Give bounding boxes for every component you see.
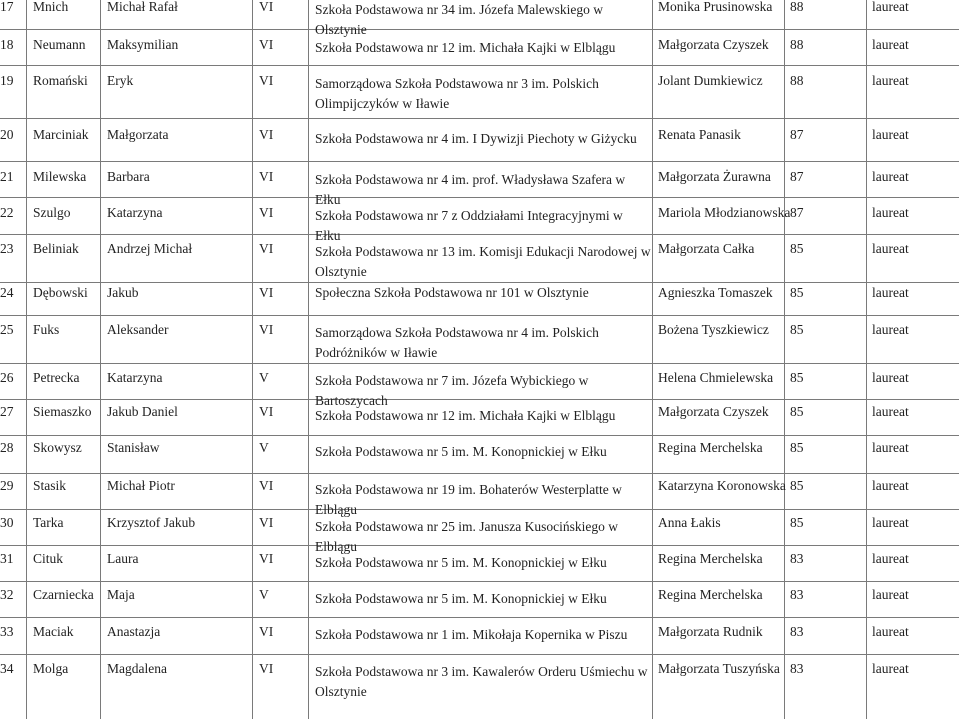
class-level: VI (259, 0, 274, 14)
points: 85 (790, 370, 804, 385)
row-number: 25 (0, 322, 14, 337)
school-name: Szkoła Podstawowa nr 7 im. Józefa Wybickiego w Bartoszycach (315, 373, 589, 408)
school-name: Szkoła Podstawowa nr 19 im. Bohaterów Westerplatte w Elblągu (315, 482, 622, 517)
school-name: Samorządowa Szkoła Podstawowa nr 4 im. Polskich Podróżników w Iławie (315, 325, 599, 360)
last-name: Skowysz (33, 440, 82, 455)
last-name: Marciniak (33, 127, 89, 142)
points: 87 (790, 169, 804, 184)
school-name: Szkoła Podstawowa nr 5 im. M. Konopnickiej w Ełku (315, 591, 607, 606)
class-level: V (259, 587, 269, 602)
points: 88 (790, 73, 804, 88)
result: laureat (872, 478, 909, 493)
class-level: VI (259, 37, 274, 52)
school-name: Szkoła Podstawowa nr 3 im. Kawalerów Orderu Uśmiechu w Olsztynie (315, 664, 648, 699)
school-name: Samorządowa Szkoła Podstawowa nr 3 im. Polskich Olimpijczyków w Iławie (315, 76, 599, 111)
class-level: V (259, 370, 269, 385)
table-row (0, 510, 959, 554)
last-name: Molga (33, 661, 69, 676)
row-number: 20 (0, 127, 14, 142)
table-row (0, 198, 959, 243)
class-level: VI (259, 127, 274, 142)
row-number: 26 (0, 370, 14, 385)
result: laureat (872, 322, 909, 337)
table-row (0, 30, 959, 66)
school-name: Szkoła Podstawowa nr 12 im. Michała Kajki w Elblągu (315, 40, 616, 55)
table-row (0, 582, 959, 618)
table-row (0, 618, 959, 655)
points: 88 (790, 0, 804, 14)
first-name: Magdalena (107, 661, 167, 676)
row-number: 19 (0, 73, 14, 88)
school-name: Szkoła Podstawowa nr 1 im. Mikołaja Kopernika w Piszu (315, 627, 628, 642)
result: laureat (872, 0, 909, 14)
table-row (0, 283, 959, 316)
teacher-name: Małgorzata Całka (658, 241, 755, 256)
teacher-name: Regina Merchelska (658, 587, 763, 602)
result: laureat (872, 370, 909, 385)
result: laureat (872, 404, 909, 419)
teacher-name: Regina Merchelska (658, 551, 763, 566)
teacher-name: Monika Prusinowska (658, 0, 773, 14)
first-name: Andrzej Michał (107, 241, 193, 256)
first-name: Krzysztof Jakub (107, 515, 196, 530)
row-number: 24 (0, 285, 14, 300)
table-row (0, 474, 959, 517)
first-name: Katarzyna (107, 205, 163, 220)
last-name: Cituk (33, 551, 64, 566)
last-name: Petrecka (33, 370, 80, 385)
class-level: VI (259, 241, 274, 256)
class-level: VI (259, 661, 274, 676)
class-level: VI (259, 322, 274, 337)
teacher-name: Małgorzata Rudnik (658, 624, 763, 639)
result: laureat (872, 551, 909, 566)
class-level: V (259, 440, 269, 455)
table-row (0, 364, 959, 408)
last-name: Czarniecka (33, 587, 94, 602)
row-number: 18 (0, 37, 14, 52)
last-name: Maciak (33, 624, 74, 639)
school-name: Szkoła Podstawowa nr 34 im. Józefa Malewskiego w Olsztynie (315, 2, 603, 37)
last-name: Siemaszko (33, 404, 92, 419)
table-row (0, 235, 959, 283)
class-level: VI (259, 73, 274, 88)
result: laureat (872, 37, 909, 52)
school-name: Społeczna Szkoła Podstawowa nr 101 w Olsztynie (315, 285, 589, 300)
school-name: Szkoła Podstawowa nr 7 z Oddziałami Integracyjnymi w Ełku (315, 208, 623, 243)
table-row (0, 400, 959, 436)
row-number: 17 (0, 0, 14, 14)
school-name: Szkoła Podstawowa nr 4 im. I Dywizji Piechoty w Giżycku (315, 131, 637, 146)
points: 83 (790, 624, 804, 639)
first-name: Anastazja (107, 624, 161, 639)
last-name: Beliniak (33, 241, 79, 256)
table-row (0, 316, 959, 364)
result: laureat (872, 285, 909, 300)
class-level: VI (259, 515, 274, 530)
points: 85 (790, 440, 804, 455)
row-number: 30 (0, 515, 14, 530)
points: 85 (790, 404, 804, 419)
first-name: Jakub Daniel (107, 404, 178, 419)
points: 88 (790, 37, 804, 52)
points: 85 (790, 241, 804, 256)
last-name: Szulgo (33, 205, 71, 220)
class-level: VI (259, 551, 274, 566)
row-number: 23 (0, 241, 14, 256)
points: 85 (790, 285, 804, 300)
table-row (0, 546, 959, 582)
teacher-name: Małgorzata Czyszek (658, 404, 769, 419)
school-name: Szkoła Podstawowa nr 12 im. Michała Kajki w Elblągu (315, 408, 616, 423)
school-name: Szkoła Podstawowa nr 5 im. M. Konopnickiej w Ełku (315, 444, 607, 459)
teacher-name: Agnieszka Tomaszek (658, 285, 773, 300)
result: laureat (872, 205, 909, 220)
points: 85 (790, 322, 804, 337)
teacher-name: Małgorzata Tuszyńska (658, 661, 780, 676)
points: 83 (790, 661, 804, 676)
first-name: Jakub (107, 285, 139, 300)
last-name: Dębowski (33, 285, 88, 300)
row-number: 34 (0, 661, 14, 676)
result: laureat (872, 440, 909, 455)
last-name: Milewska (33, 169, 87, 184)
class-level: VI (259, 478, 274, 493)
row-number: 29 (0, 478, 14, 493)
table-row (0, 119, 959, 162)
points: 85 (790, 515, 804, 530)
result: laureat (872, 73, 909, 88)
points: 87 (790, 127, 804, 142)
class-level: VI (259, 404, 274, 419)
table-row (0, 66, 959, 119)
class-level: VI (259, 624, 274, 639)
first-name: Eryk (107, 73, 134, 88)
school-name: Szkoła Podstawowa nr 5 im. M. Konopnickiej w Ełku (315, 555, 607, 570)
table-row (0, 436, 959, 474)
first-name: Małgorzata (107, 127, 169, 142)
first-name: Michał Rafał (107, 0, 178, 14)
teacher-name: Renata Panasik (658, 127, 741, 142)
row-number: 28 (0, 440, 14, 455)
first-name: Maja (107, 587, 135, 602)
row-number: 27 (0, 404, 14, 419)
result: laureat (872, 127, 909, 142)
result: laureat (872, 587, 909, 602)
table-row (0, 162, 959, 207)
first-name: Laura (107, 551, 139, 566)
first-name: Stanisław (107, 440, 160, 455)
row-number: 32 (0, 587, 14, 602)
last-name: Fuks (33, 322, 60, 337)
first-name: Barbara (107, 169, 150, 184)
class-level: VI (259, 169, 274, 184)
teacher-name: Helena Chmielewska (658, 370, 774, 385)
first-name: Michał Piotr (107, 478, 175, 493)
table-row (0, 0, 959, 37)
points: 87 (790, 205, 804, 220)
row-number: 21 (0, 169, 14, 184)
table-row (0, 655, 959, 719)
last-name: Stasik (33, 478, 67, 493)
school-name: Szkoła Podstawowa nr 13 im. Komisji Edukacji Narodowej w Olsztynie (315, 244, 651, 279)
school-name: Szkoła Podstawowa nr 4 im. prof. Władysława Szafera w Ełku (315, 172, 626, 207)
teacher-name: Małgorzata Żurawna (658, 169, 771, 184)
last-name: Tarka (33, 515, 64, 530)
row-number: 31 (0, 551, 14, 566)
row-number: 22 (0, 205, 14, 220)
first-name: Katarzyna (107, 370, 163, 385)
result: laureat (872, 169, 909, 184)
points: 85 (790, 478, 804, 493)
teacher-name: Regina Merchelska (658, 440, 763, 455)
teacher-name: Mariola Młodzianowska (658, 205, 791, 220)
teacher-name: Małgorzata Czyszek (658, 37, 769, 52)
last-name: Romański (33, 73, 88, 88)
points: 83 (790, 551, 804, 566)
class-level: VI (259, 285, 274, 300)
teacher-name: Jolant Dumkiewicz (658, 73, 763, 88)
class-level: VI (259, 205, 274, 220)
result: laureat (872, 515, 909, 530)
last-name: Mnich (33, 0, 69, 14)
teacher-name: Bożena Tyszkiewicz (658, 322, 769, 337)
first-name: Aleksander (107, 322, 169, 337)
first-name: Maksymilian (107, 37, 179, 52)
school-name: Szkoła Podstawowa nr 25 im. Janusza Kusocińskiego w Elblągu (315, 519, 618, 554)
result: laureat (872, 661, 909, 676)
result: laureat (872, 241, 909, 256)
teacher-name: Anna Łakis (658, 515, 721, 530)
teacher-name: Katarzyna Koronowska (658, 478, 786, 493)
row-number: 33 (0, 624, 14, 639)
last-name: Neumann (33, 37, 86, 52)
points: 83 (790, 587, 804, 602)
result: laureat (872, 624, 909, 639)
